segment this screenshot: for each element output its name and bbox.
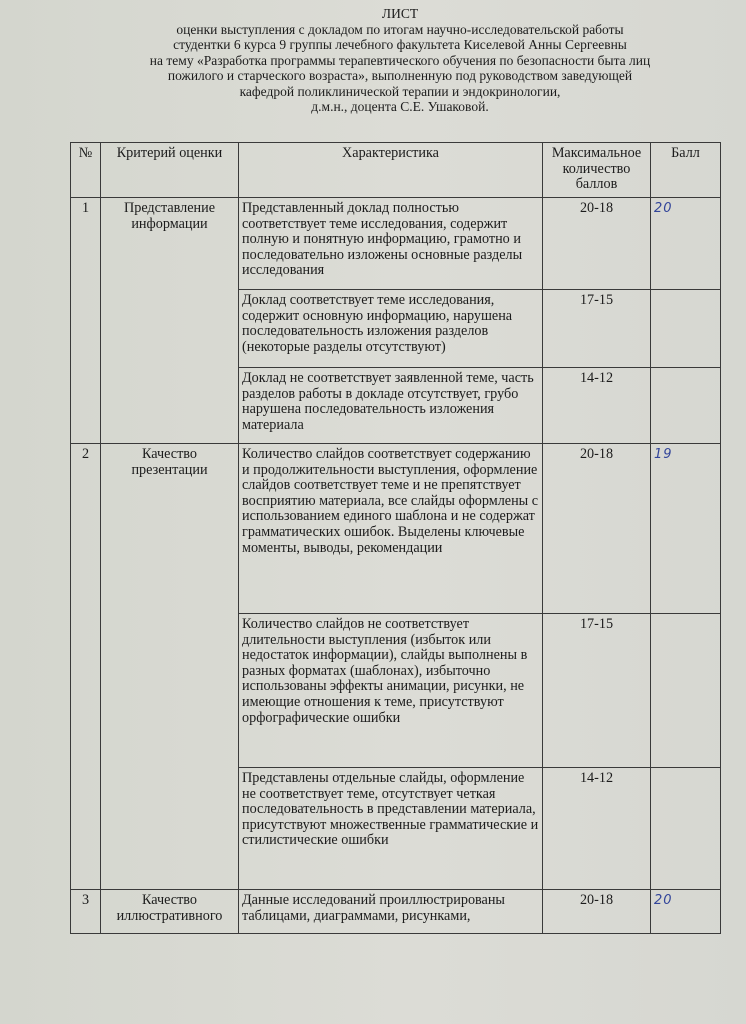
table-row bbox=[71, 444, 721, 614]
header-line: пожилого и старческого возраста», выполненную под руководством заведующей bbox=[167, 68, 633, 83]
characteristic-text: Доклад соответствует теме исследования, содержит основную информацию, нарушена последовательность изложения разделов (некоторые разделы отсутствуют) bbox=[239, 290, 543, 368]
score-cell bbox=[651, 444, 721, 614]
max-score: 20-18 bbox=[543, 444, 651, 614]
row-number: 3 bbox=[71, 890, 101, 934]
score-cell bbox=[651, 368, 721, 444]
header-line: оценки выступления с докладом по итогам научно-исследовательской работы bbox=[176, 21, 624, 37]
column-header-characteristic: Характеристика bbox=[239, 143, 543, 198]
characteristic-text: Количество слайдов не соответствует длительности выступления (избыток или недостаток информации), слайды выполнены в разных форматах (шаблонах), избыточно использованы эффекты анимации, рисунки, не имеющие отношения к теме, присутствуют орфографические ошибки bbox=[239, 614, 543, 768]
max-score: 17-15 bbox=[543, 290, 651, 368]
score-cell bbox=[651, 198, 721, 290]
max-score: 20-18 bbox=[543, 198, 651, 290]
column-header-score: Балл bbox=[651, 143, 721, 198]
document-title: ЛИСТ bbox=[381, 6, 419, 21]
max-score: 14-12 bbox=[543, 368, 651, 444]
evaluation-table bbox=[70, 142, 721, 934]
characteristic-text: Доклад не соответствует заявленной теме, часть разделов работы в докладе отсутствует, грубо нарушена последовательность изложения материала bbox=[239, 368, 543, 444]
row-number: 2 bbox=[71, 444, 101, 890]
criterion-name: Качество презентации bbox=[101, 444, 239, 890]
criterion-name: Представление информации bbox=[101, 198, 239, 444]
document-header bbox=[60, 6, 740, 115]
score-cell bbox=[651, 614, 721, 768]
table-row bbox=[71, 890, 721, 934]
handwritten-score: 19 bbox=[654, 447, 673, 462]
max-score: 17-15 bbox=[543, 614, 651, 768]
column-header-max-score: Максимальное количество баллов bbox=[543, 143, 651, 198]
score-cell bbox=[651, 890, 721, 934]
characteristic-text: Представлены отдельные слайды, оформление не соответствует теме, отсутствует четкая последовательность в представлении материала, присутствуют множественные грамматические и стилистические ошибки bbox=[239, 768, 543, 890]
characteristic-text: Количество слайдов соответствует содержанию и продолжительности выступления, оформление слайдов соответствует теме и не препятствует восприятию материала, все слайды оформлены с использованием единого шаблона и не содержат грамматических ошибок. Выделены ключевые моменты, выводы, рекомендации bbox=[239, 444, 543, 614]
characteristic-text: Данные исследований проиллюстрированы таблицами, диаграммами, рисунками, bbox=[239, 890, 543, 934]
row-number: 1 bbox=[71, 198, 101, 444]
table-header-row bbox=[71, 143, 721, 198]
handwritten-score: 20 bbox=[654, 893, 673, 908]
score-cell bbox=[651, 768, 721, 890]
header-line: на тему «Разработка программы терапевтического обучения по безопасности быта лиц bbox=[149, 52, 651, 68]
max-score: 20-18 bbox=[543, 890, 651, 934]
characteristic-text: Представленный доклад полностью соответствует теме исследования, содержит полную и понятную информацию, грамотно и последовательно изложены основные разделы исследования bbox=[239, 198, 543, 290]
max-score: 14-12 bbox=[543, 768, 651, 890]
column-header-number: № bbox=[71, 143, 101, 198]
column-header-criterion: Критерий оценки bbox=[101, 143, 239, 198]
score-cell bbox=[651, 290, 721, 368]
header-line: кафедрой поликлинической терапии и эндокринологии, bbox=[239, 83, 561, 99]
table-row bbox=[71, 198, 721, 290]
header-line: д.м.н., доцента С.Е. Ушаковой. bbox=[311, 99, 489, 114]
header-line: студентки 6 курса 9 группы лечебного факультета Киселевой Анны Сергеевны bbox=[173, 37, 627, 52]
criterion-name: Качество иллюстративного bbox=[101, 890, 239, 934]
handwritten-score: 20 bbox=[654, 201, 673, 216]
